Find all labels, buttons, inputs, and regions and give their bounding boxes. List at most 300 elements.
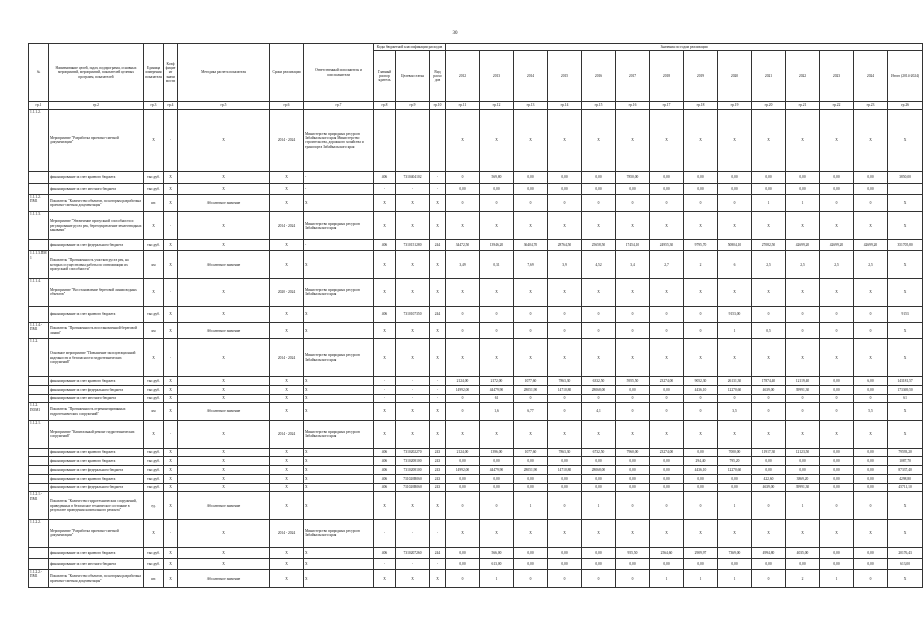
value-cell: 0 (684, 403, 718, 421)
value-cell: X (684, 212, 718, 240)
value-cell: 2,5 (820, 251, 854, 279)
table-cell: X (178, 376, 270, 385)
row-title: Мероприятие "Разработка проектно-сметной документации" (49, 520, 144, 548)
value-cell: 0,00 (446, 474, 480, 483)
value-cell: 0,00 (480, 474, 514, 483)
value-cell: X (718, 109, 752, 172)
value-cell: X (786, 339, 820, 377)
table-cell: 406 (374, 466, 396, 475)
value-cell: X (582, 420, 616, 448)
value-cell: 0,00 (650, 558, 684, 569)
table-cell: 2020 - 2024 (270, 279, 304, 307)
table-cell: X (178, 240, 270, 251)
value-cell: 0,00 (786, 183, 820, 194)
value-cell: 0 (786, 403, 820, 421)
row-executor: X (304, 376, 374, 385)
value-cell: X (650, 520, 684, 548)
table-cell: 2014 - 2024 (270, 520, 304, 548)
value-cell: 23274,00 (650, 448, 684, 457)
table-cell: X (178, 483, 270, 492)
table-row (29, 403, 923, 421)
value-cell: 0,00 (480, 183, 514, 194)
table-row (29, 251, 923, 279)
value-cell: 12270,60 (718, 466, 752, 475)
value-cell: 0,00 (616, 457, 650, 466)
value-cell: X (514, 212, 548, 240)
value-cell: 0,00 (582, 457, 616, 466)
table-row (29, 322, 923, 338)
value-cell: 2,5 (752, 251, 786, 279)
value-cell: 613,00 (888, 558, 923, 569)
header-year: 2024 (854, 51, 888, 102)
row-executor: X (304, 492, 374, 520)
value-cell: 14710,80 (548, 466, 582, 475)
table-cell: X (164, 322, 178, 338)
value-cell: X (548, 520, 582, 548)
table-cell: тыс.руб. (144, 394, 164, 403)
table-cell: - (430, 183, 446, 194)
column-number: гр.8 (374, 102, 396, 110)
table-cell: - (374, 520, 396, 548)
header-year: 2012 (446, 51, 480, 102)
value-cell: X (854, 520, 888, 548)
row-number: 1.1.1.3.ПМ1 (29, 251, 49, 279)
row-title: финансирование за счет краевого бюджета (49, 457, 144, 466)
value-cell: 0,00 (616, 474, 650, 483)
table-cell: X (374, 322, 396, 338)
value-cell: 0,5 (752, 322, 786, 338)
value-cell: 0 (548, 306, 582, 322)
value-cell: 0,00 (684, 183, 718, 194)
value-cell: 2564,60 (650, 547, 684, 558)
value-cell: X (446, 420, 480, 448)
value-cell: 0 (616, 492, 650, 520)
value-cell: 0,00 (514, 547, 548, 558)
row-title: Показатель "Протяженность участков русел рек, на которых осуществлены работы по оптимизации их пропускной способности" (49, 251, 144, 279)
value-cell: 0,00 (820, 457, 854, 466)
value-cell: 0,00 (582, 183, 616, 194)
value-cell: 0,00 (548, 483, 582, 492)
value-cell: 0,00 (820, 172, 854, 183)
header-year: 2013 (480, 51, 514, 102)
value-cell: 1 (786, 194, 820, 212)
table-cell: Абсолютное значение (178, 251, 270, 279)
table-cell: X (396, 492, 430, 520)
row-executor: X (304, 457, 374, 466)
value-cell: X (650, 279, 684, 307)
table-cell: 7310404102 (396, 172, 430, 183)
value-cell (888, 183, 923, 194)
row-title: Основное мероприятие "Повышение эксплуатационной надежности и безопасности гидротехнических сооружений" (49, 339, 144, 377)
value-cell: 566,00 (480, 547, 514, 558)
value-cell: 0,00 (718, 483, 752, 492)
row-number: 1.1.2.2. (29, 520, 49, 548)
value-cell: 2 (786, 570, 820, 588)
table-cell: X (144, 520, 164, 548)
value-cell: 0 (786, 322, 820, 338)
value-cell: X (718, 520, 752, 548)
table-cell: X (270, 457, 304, 466)
value-cell: X (616, 520, 650, 548)
table-cell: Абсолютное значение (178, 194, 270, 212)
table-cell: 7310151280 (396, 240, 430, 251)
value-cell: X (820, 520, 854, 548)
value-cell: 1 (752, 194, 786, 212)
value-cell: 0 (650, 306, 684, 322)
table-row (29, 448, 923, 457)
value-cell: 0 (548, 492, 582, 520)
table-cell: X (396, 420, 430, 448)
value-cell: 2,5 (786, 251, 820, 279)
row-title: финансирование за счет краевого бюджета (49, 448, 144, 457)
value-cell: 0,00 (854, 547, 888, 558)
table-cell: X (178, 520, 270, 548)
value-cell: 3850,00 (888, 172, 923, 183)
value-cell: 0 (548, 194, 582, 212)
value-cell: X (582, 339, 616, 377)
row-executor: - (304, 183, 374, 194)
value-cell: 61 (888, 394, 923, 403)
table-cell: X (144, 339, 164, 377)
value-cell: 0 (752, 403, 786, 421)
value-cell: 0 (718, 194, 752, 212)
value-cell: 1 (684, 570, 718, 588)
value-cell: 0,00 (582, 547, 616, 558)
value-cell: X (446, 212, 480, 240)
value-cell: 0 (786, 306, 820, 322)
value-cell: 0,00 (752, 183, 786, 194)
column-number: гр.21 (786, 102, 820, 110)
value-cell: X (650, 212, 684, 240)
value-cell: 0,00 (480, 483, 514, 492)
table-cell: - (430, 520, 446, 548)
value-cell: X (718, 279, 752, 307)
row-executor: - (304, 240, 374, 251)
value-cell: 0,00 (854, 466, 888, 475)
value-cell: 4994,80 (752, 547, 786, 558)
value-cell: 2124,00 (446, 448, 480, 457)
value-cell: 0,00 (548, 457, 582, 466)
table-cell: тыс.руб. (144, 385, 164, 394)
table-cell: тыс.руб. (144, 547, 164, 558)
row-title: Показатель "Протяженность отремонтированных гидротехнических сооружений" (49, 403, 144, 421)
table-row (29, 194, 923, 212)
table-cell: X (164, 240, 178, 251)
row-executor: X (304, 403, 374, 421)
table-cell: X (374, 492, 396, 520)
header-year: 2016 (582, 51, 616, 102)
value-cell: 0,00 (854, 558, 888, 569)
value-cell: 4,1 (582, 403, 616, 421)
value-cell: 0,00 (684, 558, 718, 569)
row-executor: Министерство природных ресурсов Забайкальского края (304, 279, 374, 307)
value-cell: 0 (820, 322, 854, 338)
value-cell: 0 (514, 394, 548, 403)
table-cell: X (430, 212, 446, 240)
table-cell: - (164, 109, 178, 172)
value-cell: X (684, 420, 718, 448)
row-title: финансирование за счет федерального бюджета (49, 240, 144, 251)
table-body (29, 102, 923, 588)
row-title: финансирование за счет федерального бюджета (49, 483, 144, 492)
table-cell: X (374, 339, 396, 377)
table-cell: тыс.руб. (144, 240, 164, 251)
row-number: 1.1.1.2. ПМ1 (29, 194, 49, 212)
table-cell: X (270, 183, 304, 194)
table-cell: тыс.руб. (144, 172, 164, 183)
row-number (29, 385, 49, 394)
value-cell: 28068,00 (582, 385, 616, 394)
header-year: 2017 (616, 51, 650, 102)
table-cell: X (164, 183, 178, 194)
column-number: гр.9 (396, 102, 430, 110)
row-executor: X (304, 483, 374, 492)
value-cell: 0,00 (684, 483, 718, 492)
column-number: гр.19 (718, 102, 752, 110)
column-number: гр.12 (480, 102, 514, 110)
value-cell: 0,00 (514, 558, 548, 569)
value-cell: 0 (684, 394, 718, 403)
value-cell: 1 (786, 492, 820, 520)
table-cell: X (374, 212, 396, 240)
table-cell: - (396, 394, 430, 403)
table-cell: 7310107350 (396, 306, 430, 322)
value-cell: 13946,20 (480, 240, 514, 251)
value-cell: 2909,97 (684, 547, 718, 558)
table-cell: - (374, 385, 396, 394)
table-cell: 7310207260 (396, 547, 430, 558)
value-cell: 0,00 (854, 385, 888, 394)
value-cell: 0 (446, 492, 480, 520)
table-cell: 406 (374, 457, 396, 466)
value-cell: 0 (548, 403, 582, 421)
value-cell: 0,00 (616, 183, 650, 194)
table-cell: - (164, 520, 178, 548)
header-year: 2022 (786, 51, 820, 102)
value-cell: 6,00 (854, 376, 888, 385)
value-cell: 0,00 (820, 376, 854, 385)
table-cell: X (430, 492, 446, 520)
value-cell: 0 (446, 172, 480, 183)
value-cell: 0,00 (718, 183, 752, 194)
column-number: гр.17 (650, 102, 684, 110)
value-cell: 3869,20 (786, 474, 820, 483)
value-cell: 4639,00 (752, 483, 786, 492)
table-cell: - (374, 183, 396, 194)
table-cell: 406 (374, 483, 396, 492)
value-cell: 2,7 (650, 251, 684, 279)
value-cell: 9795,70 (684, 240, 718, 251)
table-cell: X (270, 240, 304, 251)
value-cell: 0 (548, 394, 582, 403)
table-cell: 7310208100 (396, 466, 430, 475)
row-executor: X (304, 466, 374, 475)
column-number: гр.1 (29, 102, 49, 110)
table-cell: 406 (374, 474, 396, 483)
value-cell: 23274,00 (650, 376, 684, 385)
value-cell: 0 (854, 492, 888, 520)
value-cell: 79593,20 (888, 448, 923, 457)
value-cell: X (514, 520, 548, 548)
value-cell: 34472,50 (446, 240, 480, 251)
value-cell: X (548, 420, 582, 448)
column-number: гр.6 (270, 102, 304, 110)
value-cell: X (480, 420, 514, 448)
value-cell: X (650, 420, 684, 448)
row-number (29, 448, 49, 457)
value-cell: X (514, 109, 548, 172)
value-cell: 0,00 (582, 474, 616, 483)
value-cell: 0,00 (650, 172, 684, 183)
value-cell: X (718, 420, 752, 448)
value-cell: 0,00 (854, 172, 888, 183)
table-cell: 7310202270 (396, 448, 430, 457)
value-cell: X (548, 212, 582, 240)
table-cell: X (164, 376, 178, 385)
row-number (29, 457, 49, 466)
value-cell: 0 (650, 194, 684, 212)
table-cell: шт. (144, 570, 164, 588)
value-cell: 0 (820, 306, 854, 322)
table-cell: тыс.руб. (144, 558, 164, 569)
row-number (29, 547, 49, 558)
row-number (29, 172, 49, 183)
column-number: гр.26 (888, 102, 923, 110)
table-cell: X (396, 403, 430, 421)
table-cell: - (430, 558, 446, 569)
value-cell: 0,00 (514, 183, 548, 194)
value-cell: 0,00 (718, 172, 752, 183)
header-executor: Ответственный исполнитель и соисполнители (304, 44, 374, 102)
header-year: 2018 (650, 51, 684, 102)
value-cell: X (480, 109, 514, 172)
value-cell: 39991,30 (786, 385, 820, 394)
value-cell: 0 (616, 570, 650, 588)
table-cell: X (270, 194, 304, 212)
value-cell: X (718, 212, 752, 240)
value-cell: 0,00 (820, 466, 854, 475)
table-cell: X (396, 339, 430, 377)
table-cell: X (164, 474, 178, 483)
table-cell: X (178, 420, 270, 448)
value-cell: 1 (718, 322, 752, 338)
value-cell: 28068,00 (582, 466, 616, 475)
value-cell: 351705,80 (888, 240, 923, 251)
value-cell: 28051,90 (514, 466, 548, 475)
table-row (29, 483, 923, 492)
value-cell: X (480, 212, 514, 240)
table-cell: X (374, 403, 396, 421)
value-cell: 3,49 (446, 251, 480, 279)
row-number (29, 394, 49, 403)
table-cell: X (396, 322, 430, 338)
table-cell: - (430, 376, 446, 385)
value-cell: 12123,50 (786, 448, 820, 457)
table-row (29, 457, 923, 466)
value-cell: 0,00 (752, 558, 786, 569)
value-cell: 422,60 (752, 474, 786, 483)
value-cell: 0,00 (684, 172, 718, 183)
row-number (29, 483, 49, 492)
value-cell: X (446, 109, 480, 172)
value-cell: 4,52 (582, 251, 616, 279)
value-cell: 7863,30 (548, 376, 582, 385)
value-cell: X (854, 420, 888, 448)
table-cell: X (396, 279, 430, 307)
column-number: гр.2 (49, 102, 144, 110)
row-number: 1.1.1.2. (29, 109, 49, 172)
value-cell: 0,00 (514, 483, 548, 492)
table-cell: 2014 - 2024 (270, 420, 304, 448)
value-cell: 0,00 (548, 547, 582, 558)
value-cell: X (446, 279, 480, 307)
row-number: 1.1.2.1. (29, 420, 49, 448)
table-cell: X (178, 212, 270, 240)
value-cell: 7850,00 (616, 172, 650, 183)
value-cell: X (888, 279, 923, 307)
value-cell: 9052,30 (684, 376, 718, 385)
row-title: Мероприятие "Капитальный ремонт гидротехнических сооружений" (49, 420, 144, 448)
value-cell: 0 (548, 322, 582, 338)
table-cell: X (164, 385, 178, 394)
row-number: 1.1.1.4.- ПМ1 (29, 322, 49, 338)
value-cell: 613,00 (480, 558, 514, 569)
row-number: 1.1.1.4. (29, 279, 49, 307)
row-title: финансирование за счет федерального бюджета (49, 466, 144, 475)
value-cell: 0 (582, 570, 616, 588)
column-number: гр.14 (548, 102, 582, 110)
value-cell: X (718, 339, 752, 377)
table-row (29, 240, 923, 251)
value-cell: X (514, 279, 548, 307)
value-cell: 0 (582, 322, 616, 338)
value-cell: 14710,80 (548, 385, 582, 394)
value-cell: X (548, 339, 582, 377)
table-cell: X (164, 306, 178, 322)
value-cell: X (752, 212, 786, 240)
value-cell: 0 (616, 403, 650, 421)
header-values-group: Значения по годам реализации (446, 44, 923, 51)
value-cell: 0,00 (548, 558, 582, 569)
value-cell: 0,00 (820, 448, 854, 457)
value-cell: 294,40 (684, 457, 718, 466)
table-cell: X (164, 403, 178, 421)
value-cell: 42699,20 (820, 240, 854, 251)
table-cell: X (178, 466, 270, 475)
value-cell: 0,00 (854, 448, 888, 457)
page-number: 30 (452, 31, 458, 36)
table-cell: X (164, 448, 178, 457)
table-cell: 2014 - 2024 (270, 339, 304, 377)
row-executor: X (304, 322, 374, 338)
program-table (28, 43, 923, 588)
row-title: Мероприятие "Восстановление береговой линии водных объектов" (49, 279, 144, 307)
value-cell: 87337,40 (888, 466, 923, 475)
value-cell: 0 (514, 322, 548, 338)
value-cell: X (616, 279, 650, 307)
table-cell: - (374, 376, 396, 385)
row-executor: X (304, 306, 374, 322)
value-cell: X (854, 339, 888, 377)
value-cell: X (480, 339, 514, 377)
value-cell: 2,5 (854, 251, 888, 279)
header-year: 2023 (820, 51, 854, 102)
table-cell: - (374, 558, 396, 569)
table-cell: X (178, 474, 270, 483)
value-cell: 0 (820, 194, 854, 212)
value-cell: 0,00 (752, 466, 786, 475)
row-number: 1.1.2.1.- ПМ1 (29, 492, 49, 520)
